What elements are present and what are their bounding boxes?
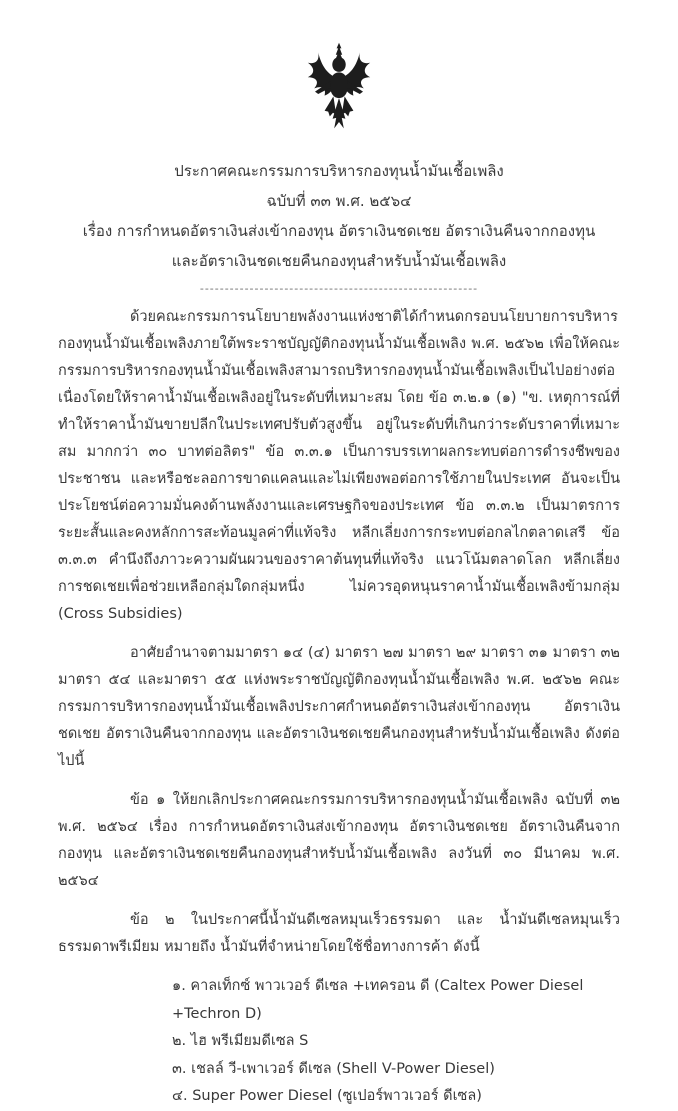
trade-name-item-2: ๒. ไฮ พรีเมียมดีเซล S bbox=[172, 1033, 309, 1049]
trade-name-list bbox=[58, 973, 620, 1111]
document-page bbox=[0, 42, 678, 1104]
document-title: ประกาศคณะกรรมการบริหารกองทุนน้ำมันเชื้อเพลิง bbox=[174, 162, 504, 180]
preamble-paragraph: ด้วยคณะกรรมการนโยบายพลังงานแห่งชาติได้กำหนดกรอบนโยบายการบริหารกองทุนน้ำมันเชื้อเพลิงภายใต้พระราชบัญญัติกองทุนน้ำมันเชื้อเพลิง พ.ศ. ๒๕๖๒ เพื่อให้คณะกรรมการบริหารกองทุนน้ำมันเชื้อเพลิงสามารถบริหารกองทุนน้ำมันเชื้อเพลิงเป็นไปอย่างต่อเนื่องโดยให้ราคาน้ำมันเชื้อเพลิงอยู่ในระดับที่เหมาะสม โดย ข้อ ๓.๒.๑ (๑) "ข. เหตุการณ์ที่ทำให้ราคาน้ำมันขายปลีกในประเทศปรับตัวสูงขึ้น อยู่ในระดับที่เกินกว่าระดับราคาที่เหมาะสม มากกว่า ๓๐ บาทต่อลิตร" ข้อ ๓.๓.๑ เป็นการบรรเทาผลกระทบต่อการดำรงชีพของประชาชน และหรือชะลอการขาดแคลนและไม่เพียงพอต่อการใช้ภายในประเทศ อันจะเป็นประโยชน์ต่อความมั่นคงด้านพลังงานและเศรษฐกิจของประเทศ ข้อ ๓.๓.๒ เป็นมาตรการระยะสั้นและคงหลักการสะท้อนมูลค่าที่แท้จริง หลีกเลี่ยงการกระทบต่อกลไกตลาดเสรี ข้อ ๓.๓.๓ คำนึงถึงภาวะความผันผวนของราคาต้นทุนที่แท้จริง แนวโน้มตลาดโลก หลีกเลี่ยงการชดเชยเพื่อช่วยเหลือกลุ่มใดกลุ่มหนึ่ง ไม่ควรอุดหนุนราคาน้ำมันเชื้อเพลิงข้ามกลุ่ม (Cross Subsidies) bbox=[58, 309, 620, 622]
trade-name-item-3: ๓. เชลล์ วี-เพาเวอร์ ดีเซล (Shell V-Power Diesel) bbox=[172, 1060, 495, 1077]
garuda-emblem-icon bbox=[291, 42, 387, 146]
document-body bbox=[0, 300, 678, 1111]
separator-dashed-line: -------------------------------------------------------- bbox=[199, 282, 479, 295]
trade-name-item-1: ๑. คาลเท็กซ์ พาวเวอร์ ดีเซล +เทครอน ดี (Caltex Power Diesel +Techron D) bbox=[172, 978, 584, 1022]
document-edition: ฉบับที่ ๓๓ พ.ศ. ๒๕๖๔ bbox=[266, 192, 412, 210]
trade-name-item-4: ๔. Super Power Diesel (ซูเปอร์พาวเวอร์ ดีเซล) bbox=[172, 1088, 482, 1104]
title-block bbox=[0, 156, 678, 276]
document-subject-line-1: เรื่อง การกำหนดอัตราเงินส่งเข้ากองทุน อัตราเงินชดเชย อัตราเงินคืนจากกองทุน bbox=[82, 222, 596, 240]
clause-1-paragraph: ข้อ ๑ ให้ยกเลิกประกาศคณะกรรมการบริหารกองทุนน้ำมันเชื้อเพลิง ฉบับที่ ๓๒ พ.ศ. ๒๕๖๔ เรื่อง การกำหนดอัตราเงินส่งเข้ากองทุน อัตราเงินชดเชย อัตราเงินคืนจากกองทุน และอัตราเงินชดเชยคืนกองทุนสำหรับน้ำมันเชื้อเพลิง ลงวันที่ ๓๐ มีนาคม พ.ศ. ๒๕๖๔ bbox=[58, 792, 620, 889]
clause-2-paragraph: ข้อ ๒ ในประกาศนี้น้ำมันดีเซลหมุนเร็วธรรมดา และ น้ำมันดีเซลหมุนเร็วธรรมดาพรีเมียม หมายถึง น้ำมันที่จำหน่ายโดยใช้ชื่อทางการค้า ดังนี้ bbox=[58, 912, 620, 955]
authority-paragraph: อาศัยอำนาจตามมาตรา ๑๔ (๔) มาตรา ๒๗ มาตรา ๒๙ มาตรา ๓๑ มาตรา ๓๒ มาตรา ๕๔ และมาตรา ๕๕ แห่งพระราชบัญญัติกองทุนน้ำมันเชื้อเพลิง พ.ศ. ๒๕๖๒ คณะกรรมการบริหารกองทุนน้ำมันเชื้อเพลิงประกาศกำหนดอัตราเงินส่งเข้ากองทุน อัตราเงินชดเชย อัตราเงินคืนจากกองทุน และอัตราเงินชดเชยคืนกองทุนสำหรับน้ำมันเชื้อเพลิง ดังต่อไปนี้ bbox=[58, 645, 620, 769]
document-subject-line-2: และอัตราเงินชดเชยคืนกองทุนสำหรับน้ำมันเชื้อเพลิง bbox=[171, 252, 507, 270]
